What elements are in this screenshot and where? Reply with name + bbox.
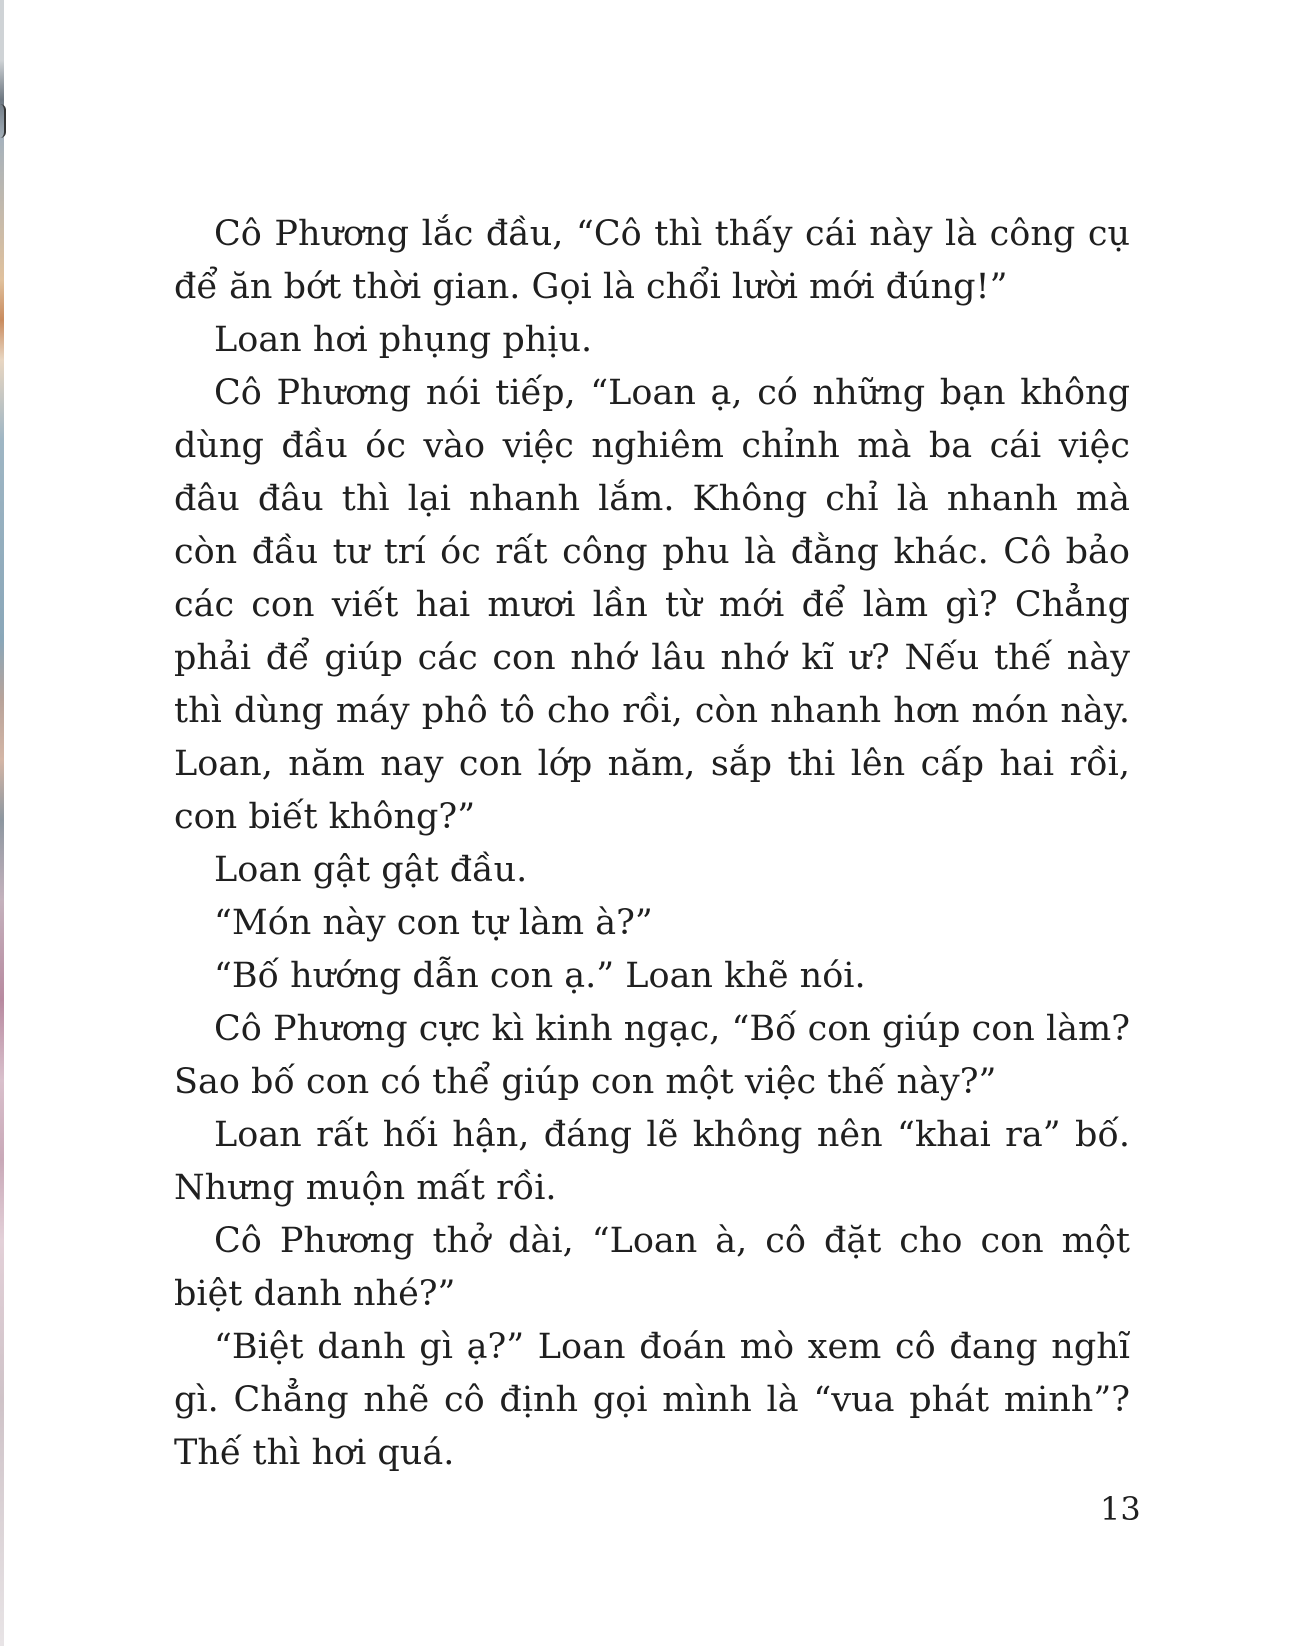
page-number: 13 [1100,1490,1141,1528]
paragraph: Loan hơi phụng phịu. [214,320,593,360]
paragraph: Cô Phương thở dài, “Loan à, cô đặt cho con một biệt danh nhé?” [174,1221,1130,1314]
paragraph: Cô Phương cực kì kinh ngạc, “Bố con giúp con làm? Sao bố con có thể giúp con một việc thế này?” [174,1009,1130,1102]
body-text [174,208,1130,1480]
paragraph: “Biệt danh gì ạ?” Loan đoán mò xem cô đang nghĩ gì. Chẳng nhẽ cô định gọi mình là “vua phát minh”? Thế thì hơi quá. [174,1327,1130,1473]
paragraph: “Bố hướng dẫn con ạ.” Loan khẽ nói. [214,956,866,996]
page-edge-strip [0,0,4,1646]
paragraph: Cô Phương nói tiếp, “Loan ạ, có những bạn không dùng đầu óc vào việc nghiêm chỉnh mà ba cái việc đâu đâu thì lại nhanh lắm. Không chỉ là nhanh mà còn đầu tư trí óc rất công phu là đằng khác. Cô bảo các con viết hai mươi lần từ mới để làm gì? Chẳng phải để giúp các con nhớ lâu nhớ kĩ ư? Nếu thế này thì dùng máy phô tô cho rồi, còn nhanh hơn món này. Loan, năm nay con lớp năm, sắp thi lên cấp hai rồi, con biết không?” [174,373,1130,837]
binding-mark [0,104,6,138]
paragraph: Cô Phương lắc đầu, “Cô thì thấy cái này là công cụ để ăn bớt thời gian. Gọi là chổi lười mới đúng!” [174,214,1130,307]
paragraph: Loan rất hối hận, đáng lẽ không nên “khai ra” bố. Nhưng muộn mất rồi. [174,1115,1130,1208]
paragraph: Loan gật gật đầu. [214,850,528,890]
paragraph: “Món này con tự làm à?” [214,903,653,943]
